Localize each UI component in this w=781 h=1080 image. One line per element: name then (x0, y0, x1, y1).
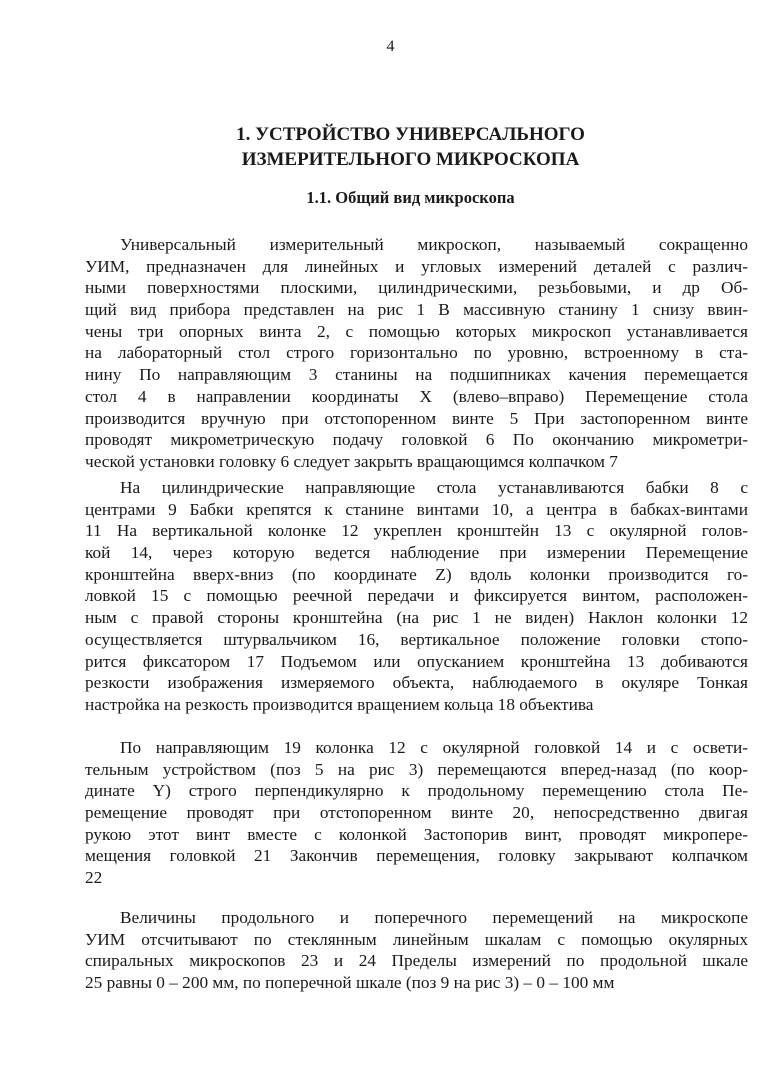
chapter-title-line: 1. УСТРОЙСТВО УНИВЕРСАЛЬНОГО (236, 124, 585, 145)
text-line: производится вручную при отстопоренном винте 5 При застопоренном винте (85, 408, 748, 428)
paragraph (85, 737, 748, 889)
text-line: резкости изображения измеряемого объекта, наблюдаемого в окуляре Тонкая (85, 673, 748, 693)
text-line: спиральных микроскопов 23 и 24 Пределы измерений по продольной шкале (85, 951, 748, 971)
text-line: ловкой 15 с помощью реечной передачи и фиксируется винтом, расположен- (85, 586, 748, 606)
text-line: нину По направляющим 3 станины на подшипниках качения перемещается (85, 365, 748, 385)
text-line: УИМ отсчитывают по стеклянным линейным шкалам с помощью окулярных (85, 929, 748, 949)
section-title: 1.1. Общий вид микроскопа (306, 188, 515, 207)
text-line: стол 4 в направлении координаты X (влево–вправо) Перемещение стола (85, 386, 748, 406)
paragraph (85, 477, 748, 716)
text-line: проводят микрометрическую подачу головкой 6 По окончанию микрометри- (85, 430, 748, 450)
text-line: настройка на резкость производится вращением кольца 18 объектива (85, 694, 594, 714)
text-line: тельным устройством (поз 5 на рис 3) перемещаются вперед-назад (по коор- (85, 759, 748, 779)
text-line: ческой установки головку 6 следует закрыть вращающимся колпачком 7 (85, 451, 618, 471)
text-line: По направляющим 19 колонка 12 с окулярной головкой 14 и с освети- (120, 738, 748, 757)
text-line: центрами 9 Бабки крепятся к станине винтами 10, а центра в бабках-винтами (85, 499, 748, 519)
paragraph (85, 234, 748, 473)
text-line: 25 равны 0 – 200 мм, по поперечной шкале (поз 9 на рис 3) – 0 – 100 мм (85, 973, 615, 993)
text-line: рукою этот винт вместе с колонкой Застопорив винт, проводят микропере- (85, 824, 748, 844)
text-line: ным с правой стороны кронштейна (на рис 1 не виден) Наклон колонки 12 (85, 608, 748, 628)
text-line: УИМ, предназначен для линейных и угловых измерений деталей с различ- (85, 256, 748, 276)
text-line: На цилиндрические направляющие стола устанавливаются бабки 8 с (120, 478, 748, 497)
text-line: ными поверхностями плоскими, цилиндрическими, резьбовыми, и др Об- (85, 278, 748, 298)
text-line: щий вид прибора представлен на рис 1 В массивную станину 1 снизу ввин- (85, 300, 748, 320)
text-line: кронштейна вверх-вниз (по координате Z) вдоль колонки производится го- (85, 564, 748, 584)
text-line: чены три опорных винта 2, с помощью которых микроскоп устанавливается (85, 321, 748, 341)
text-line: на лабораторный стол строго горизонтально по уровню, встроенному в ста- (85, 343, 748, 363)
paragraph (85, 907, 748, 994)
text-line: ремещение проводят при отстопоренном винте 20, непосредственно двигая (85, 803, 748, 823)
text-line: 11 На вертикальной колонке 12 укреплен кронштейн 13 с окулярной голов- (85, 521, 748, 541)
chapter-title-line: ИЗМЕРИТЕЛЬНОГО МИКРОСКОПА (241, 149, 580, 170)
text-line: Универсальный измерительный микроскоп, называемый сокращенно (120, 235, 748, 254)
text-line: 22 (85, 868, 103, 888)
page-number: 4 (386, 38, 395, 55)
text-line: динате Y) строго перпендикулярно к продольному перемещению стола Пе- (85, 781, 748, 801)
text-line: рится фиксатором 17 Подъемом или опусканием кронштейна 13 добиваются (85, 651, 748, 671)
text-line: Величины продольного и поперечного перемещений на микроскопе (120, 908, 748, 927)
text-line: кой 14, через которую ведется наблюдение при измерении Перемещение (85, 543, 748, 563)
text-line: осуществляется штурвальчиком 16, вертикальное положение головки стопо- (85, 629, 748, 649)
text-line: мещения головкой 21 Закончив перемещения, головку закрывают колпачком (85, 846, 748, 866)
chapter-title (0, 122, 781, 172)
